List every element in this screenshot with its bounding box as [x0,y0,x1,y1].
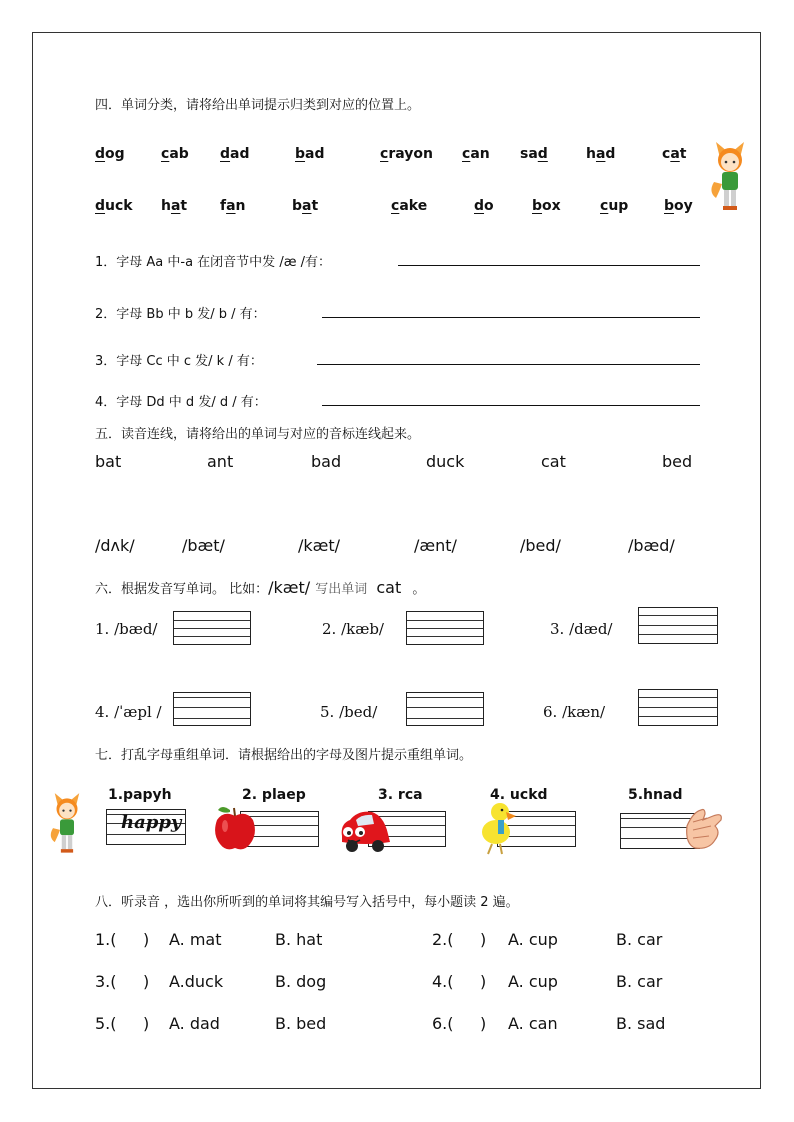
underlined-letter: b [532,198,543,214]
row2-word[interactable] [161,198,187,214]
answer-bracket-close: ) [143,930,150,949]
word-suffix: ake [399,198,428,214]
option-b[interactable]: B. sad [616,1014,666,1033]
option-b[interactable]: B. car [616,972,663,991]
underlined-letter: c [161,146,170,162]
word-suffix: t [311,198,319,214]
answer-bracket-open[interactable]: 3.( [95,972,117,991]
option-a[interactable]: A. dad [169,1014,220,1033]
section4-question-3: 3．字母 Cc 中 c 发/ k / 有： [95,354,263,369]
match-word-3[interactable]: bad [311,452,342,471]
section6-title: 六．根据发音写单词。 比如： [95,582,269,597]
option-a[interactable]: A.duck [169,972,224,991]
section8-title: 八．听录音 ，选出你所听到的单词将其编号写入括号中，每小题读 2 遍。 [95,895,519,910]
row2-word[interactable] [532,198,561,214]
hand-image [683,806,725,852]
row1-word[interactable] [662,146,686,162]
car-image [336,806,394,854]
phonetic-item-3: 3. /dæd/ [550,620,613,638]
option-b[interactable]: B. bed [275,1014,327,1033]
row1-word[interactable] [520,146,548,162]
answer-bracket-close: ) [480,930,487,949]
scramble-box-1[interactable] [106,809,186,845]
underlined-letter: c [380,146,389,162]
row2-word[interactable] [600,198,628,214]
word-prefix: h [161,198,171,214]
word-suffix: an [470,146,490,162]
word-suffix: ad [230,146,250,162]
scramble-item-1: 1.papyh [108,787,172,803]
word-suffix: t [180,198,188,214]
mascot-fox-girl-image [706,134,754,216]
underlined-letter: a [302,198,312,214]
word-suffix: rayon [388,146,433,162]
write-box-5[interactable] [406,692,484,726]
phonetic-item-1: 1. /bæd/ [95,620,158,638]
section7-title: 七．打乱字母重组单词．请根据给出的字母及图片提示重组单词。 [95,748,473,763]
word-suffix: ab [169,146,189,162]
row1-word[interactable] [586,146,615,162]
word-suffix: n [235,198,246,214]
match-word-6[interactable]: bed [662,452,693,471]
underlined-letter: d [95,146,106,162]
write-box-2[interactable] [406,611,484,645]
apple-image [212,804,258,852]
underlined-letter: d [220,146,231,162]
scramble-item-5: 5.hnad [628,787,683,803]
section4-title: 四．单词分类，请将给出单词提示归类到对应的位置上。 [95,98,421,113]
match-word-2[interactable]: ant [207,452,234,471]
word-prefix: sa [520,146,538,162]
word-suffix: uck [105,198,133,214]
answer-bracket-close: ) [480,1014,487,1033]
write-box-4[interactable] [173,692,251,726]
underlined-letter: d [474,198,485,214]
word-suffix: ox [542,198,561,214]
row2-word[interactable] [95,198,133,214]
example-ipa: /kæt/ [268,578,311,597]
option-a[interactable]: A. mat [169,930,222,949]
word-suffix: up [608,198,629,214]
row1-word[interactable] [161,146,189,162]
word-suffix: d [605,146,616,162]
phonetic-item-6: 6. /kæn/ [543,703,606,721]
answer-bracket-open[interactable]: 5.( [95,1014,117,1033]
section4-question-2: 2．字母 Bb 中 b 发/ b / 有： [95,307,266,322]
row1-word[interactable] [220,146,250,162]
word-suffix: og [105,146,125,162]
row1-word[interactable] [380,146,433,162]
match-phonetic-3[interactable]: /kæt/ [298,536,341,555]
match-phonetic-5[interactable]: /bed/ [520,536,561,555]
word-prefix: c [662,146,671,162]
match-phonetic-4[interactable]: /ænt/ [414,536,457,555]
underlined-letter: c [600,198,609,214]
option-b[interactable]: B. car [616,930,663,949]
scramble-item-4: 4. uckd [490,787,548,803]
answer-bracket-close: ) [143,1014,150,1033]
row2-word[interactable] [474,198,494,214]
section6-title-line [95,578,425,597]
answer-line-1[interactable] [398,265,700,266]
section4-question-4: 4．字母 Dd 中 d 发/ d / 有： [95,395,267,410]
example-word: cat [376,578,402,597]
scramble-item-3: 3. rca [378,787,423,803]
example-mid-text: 写出单词 [315,582,368,597]
section4-question-1: 1．字母 Aa 中-a 在闭音节中发 /æ /有： [95,255,331,270]
underlined-letter: c [391,198,400,214]
write-box-3[interactable] [638,607,718,644]
match-phonetic-1[interactable]: /dʌk/ [95,536,135,555]
row2-word[interactable] [664,198,693,214]
answer-bracket-open[interactable]: 6.( [432,1014,454,1033]
word-suffix: oy [674,198,693,214]
word-suffix: o [484,198,494,214]
option-b[interactable]: B. hat [275,930,323,949]
duck-image [478,800,518,856]
underlined-letter: b [295,146,306,162]
example-end: 。 [412,582,426,597]
underlined-letter: a [595,146,606,162]
answer-bracket-open[interactable]: 2.( [432,930,454,949]
underlined-letter: d [537,146,548,162]
underlined-letter: a [170,198,181,214]
option-a[interactable]: A. cup [508,930,558,949]
phonetic-item-2: 2. /kæb/ [322,620,384,638]
answer-bracket-close: ) [143,972,150,991]
underlined-letter: a [670,146,680,162]
write-box-6[interactable] [638,689,718,726]
row1-word[interactable] [95,146,125,162]
underlined-letter: c [462,146,471,162]
match-phonetic-6[interactable]: /bæd/ [628,536,675,555]
match-word-4[interactable]: duck [426,452,465,471]
underlined-letter: d [95,198,106,214]
match-word-5[interactable]: cat [541,452,566,471]
scramble-item-2: 2. plaep [242,787,306,803]
option-a[interactable]: A. can [508,1014,558,1033]
word-prefix: b [292,198,303,214]
answer-line-3[interactable] [317,364,700,365]
mascot-fox-girl-image-2 [46,782,88,862]
answer-bracket-close: ) [480,972,487,991]
row2-word[interactable] [220,198,246,214]
section5-title: 五．读音连线，请将给出的单词与对应的音标连线起来。 [95,427,421,442]
option-b[interactable]: B. dog [275,972,327,991]
word-prefix: f [220,198,227,214]
example-answer: happy [121,812,182,833]
row2-word[interactable] [292,198,318,214]
answer-bracket-open[interactable]: 1.( [95,930,117,949]
match-phonetic-2[interactable]: /bæt/ [182,536,225,555]
phonetic-item-5: 5. /bed/ [320,703,378,721]
underlined-letter: b [664,198,675,214]
row1-word[interactable] [295,146,325,162]
option-a[interactable]: A. cup [508,972,558,991]
answer-line-4[interactable] [322,405,700,406]
word-suffix: ad [305,146,325,162]
answer-bracket-open[interactable]: 4.( [432,972,454,991]
write-box-1[interactable] [173,611,251,645]
word-suffix: t [679,146,687,162]
underlined-letter: a [226,198,236,214]
phonetic-item-4: 4. /ˈæpl / [95,703,162,721]
answer-line-2[interactable] [322,317,700,318]
row1-word[interactable] [462,146,490,162]
row2-word[interactable] [391,198,427,214]
word-prefix: h [586,146,596,162]
match-word-1[interactable]: bat [95,452,122,471]
